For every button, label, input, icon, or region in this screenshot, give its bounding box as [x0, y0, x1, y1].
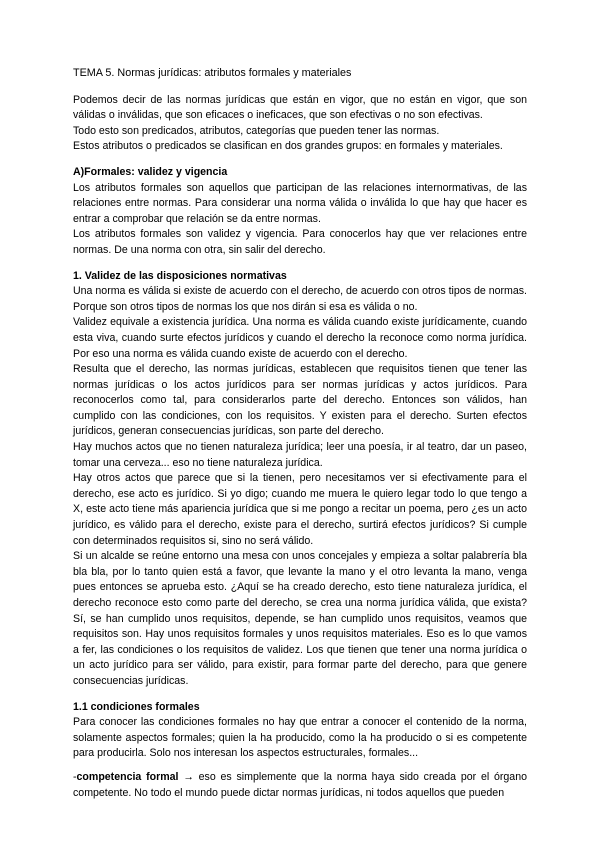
- document-page: [73, 66, 527, 801]
- intro-paragraph: Estos atributos o predicados se clasifican en dos grandes grupos: en formales y materiales.: [73, 140, 503, 153]
- section-1-paragraph: Hay muchos actos que no tienen naturaleza jurídica; leer una poesía, ir al teatro, dar un paseo, tomar una cerveza... eso no tiene naturaleza jurídica.: [73, 441, 527, 469]
- section-1: [73, 269, 527, 690]
- section-a: [73, 165, 527, 259]
- section-a-paragraph: Los atributos formales son validez y vigencia. Para conocerlos hay que ver relaciones entre normas. De una norma con otra, sin salir del derecho.: [73, 228, 527, 256]
- bullet-competencia-formal: [73, 770, 527, 801]
- section-1-paragraph: Una norma es válida si existe de acuerdo con el derecho, de acuerdo con otros tipos de normas. Porque son otros tipos de normas los que nos dirán si esa es válida o no.: [73, 285, 527, 313]
- section-1-paragraph: Si un alcalde se reúne entorno una mesa con unos concejales y empieza a soltar palabrería bla bla bla, por lo tanto quien está a favor, que levante la mano y el otro levanta la mano, venga pues entonces se aprueba esto. ¿Aquí se ha creado derecho, esto tiene naturaleza jurídica, el derecho reconoce esto como parte del derecho, se crea una norma jurídica válida, que exista? Sí, se han cumplido unos requisitos, depende, se han cumplido unos requisitos, veamos que requisitos son. Hay unos requisitos formales y unos requisitos materiales. Eso es lo que vamos a fer, las condiciones o los requisitos de validez. Los que tienen que tener una norma jurídica o un acto jurídico para ser válido, para existir, para formar parte del derecho, para que genere consecuencias jurídicas.: [73, 550, 527, 687]
- bullet-prefix: -: [73, 770, 77, 783]
- section-1-paragraph: Resulta que el derecho, las normas jurídicas, establecen que requisitos tienen que tener las normas jurídicas o los actos jurídicos para ser normas jurídicas y actos jurídicos. Para reconocerlos como tal, para considerarlos parte del derecho. Entonces son válidos, han cumplido con las condiciones, con los requisitos. Y existen para el derecho. Surten efectos jurídicos, generan consecuencias jurídicas, son parte del derecho.: [73, 363, 527, 438]
- intro-block: [73, 93, 527, 155]
- section-1-1-paragraph: Para conocer las condiciones formales no hay que entrar a conocer el contenido de la norma, solamente aspectos formales; quien la ha producido, como la ha producido o si es competente para producirla. Solo nos interesan los aspectos estructurales, formales...: [73, 716, 527, 760]
- section-1-paragraph: Validez equivale a existencia jurídica. Una norma es válida cuando existe jurídicamente, cuando esta viva, cuando surte efectos jurídicos y cuando el derecho la reconoce como norma jurídica. Por eso una norma es válida cuando existe de acuerdo con el derecho.: [73, 316, 527, 360]
- bullet-text: eso es simplemente que la norma haya sido creada por el órgano competente. No todo el mundo puede dictar normas jurídicas, ni todos aquellos que pueden: [73, 770, 527, 799]
- section-1-paragraph: Hay otros actos que parece que si la tienen, pero necesitamos ver si efectivamente para el derecho, ese acto es jurídico. Si yo digo; cuando me muera le quiero legar todo lo que tengo a X, este acto tiene más apariencia jurídica que si me pongo a recitar un poema, pero ¿es un acto jurídico, es válido para el derecho, existe para el derecho, surtirá efectos jurídicos? Si cumple con determinados requisitos si, sino no será válido.: [73, 472, 527, 547]
- section-a-paragraph: Los atributos formales son aquellos que participan de las relaciones internormativas, de las relaciones entre normas. Para considerar una norma válida o inválida lo que hay que hacer es entrar a comprobar que relación se da entre normas.: [73, 181, 527, 225]
- intro-paragraph: Podemos decir de las normas jurídicas que están en vigor, que no están en vigor, que son válidas o inválidas, que son eficaces o ineficaces, que son efectivas o no son efectivas.: [73, 93, 527, 122]
- bullet-term: competencia formal: [76, 770, 179, 783]
- arrow-icon: →: [183, 770, 194, 783]
- section-1-heading: 1. Validez de las disposiciones normativas: [73, 269, 287, 282]
- section-1-1: [73, 700, 527, 802]
- section-1-1-heading: 1.1 condiciones formales: [73, 700, 200, 713]
- document-title: TEMA 5. Normas jurídicas: atributos formales y materiales: [73, 67, 352, 79]
- section-a-heading: A)Formales: validez y vigencia: [73, 165, 228, 178]
- intro-paragraph: Todo esto son predicados, atributos, categorías que pueden tener las normas.: [73, 124, 440, 137]
